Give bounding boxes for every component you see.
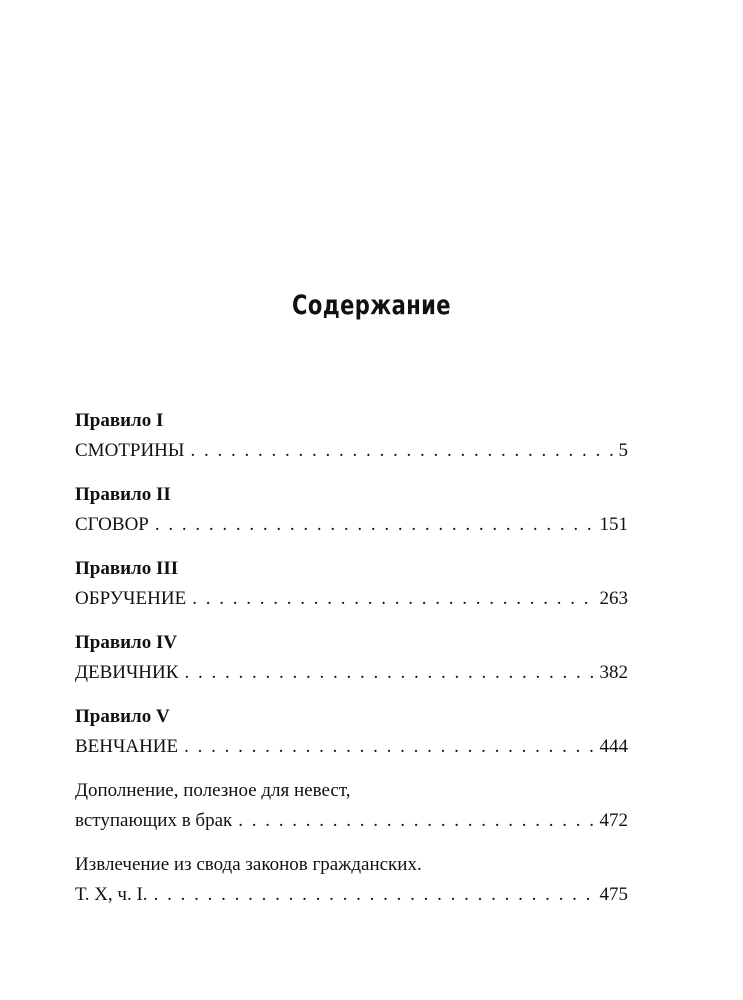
- toc-line: [75, 658, 628, 688]
- toc-title: ДЕВИЧНИК: [75, 662, 179, 683]
- table-of-contents: [75, 406, 628, 924]
- toc-heading: Правило II: [75, 484, 171, 505]
- toc-line: [75, 732, 628, 762]
- leader-dots: [184, 658, 593, 688]
- toc-heading: Правило I: [75, 410, 164, 431]
- toc-title-line1: Извлечение из свода законов гражданских.: [75, 854, 422, 875]
- toc-entry-rule-2[interactable]: [75, 480, 628, 540]
- toc-entry-rule-5[interactable]: [75, 702, 628, 762]
- leader-dots: [184, 732, 593, 762]
- page-number: 472: [599, 810, 628, 831]
- toc-title-line1: Дополнение, полезное для невест,: [75, 780, 351, 801]
- page-number: 263: [599, 588, 628, 609]
- page-number: 382: [599, 662, 628, 683]
- toc-title: ОБРУЧЕНИЕ: [75, 588, 187, 609]
- toc-title: ВЕНЧАНИЕ: [75, 736, 179, 757]
- toc-heading: Правило V: [75, 706, 170, 727]
- toc-title-line2: вступающих в брак: [75, 810, 233, 831]
- leader-dots: [190, 436, 612, 466]
- toc-heading: Правило III: [75, 558, 179, 579]
- toc-heading: Правило IV: [75, 632, 178, 653]
- page-number: 5: [618, 440, 628, 461]
- page-number: 151: [599, 514, 628, 535]
- toc-entry-rule-4[interactable]: [75, 628, 628, 688]
- page-title: Содержание: [292, 290, 451, 321]
- toc-entry-law-extract[interactable]: [75, 850, 628, 910]
- page-number: 444: [599, 736, 628, 757]
- toc-title-line2: Т. Х, ч. I.: [75, 884, 148, 905]
- toc-title: СГОВОР: [75, 514, 149, 535]
- toc-line: [75, 584, 628, 614]
- toc-line: [75, 880, 628, 910]
- page-number: 475: [599, 884, 628, 905]
- toc-line: [75, 436, 628, 466]
- toc-line: [75, 510, 628, 540]
- leader-dots: [238, 806, 593, 836]
- toc-title: СМОТРИНЫ: [75, 440, 185, 461]
- toc-entry-rule-1[interactable]: [75, 406, 628, 466]
- leader-dots: [192, 584, 593, 614]
- toc-line: [75, 806, 628, 836]
- leader-dots: [154, 880, 594, 910]
- toc-entry-rule-3[interactable]: [75, 554, 628, 614]
- leader-dots: [155, 510, 594, 540]
- toc-entry-appendix[interactable]: [75, 776, 628, 836]
